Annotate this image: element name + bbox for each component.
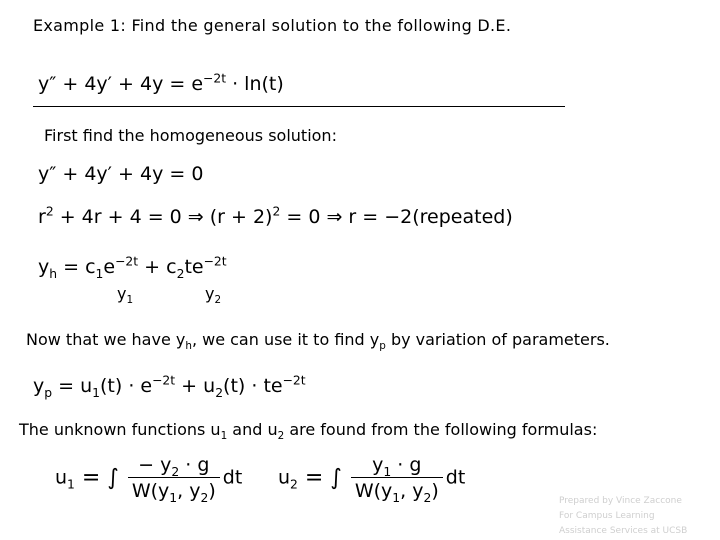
- de-exponent: −2t: [203, 71, 227, 86]
- c2-subscript: 2: [176, 266, 185, 281]
- y1-subscript: 1: [126, 294, 134, 307]
- char-exp-b: 2: [272, 204, 281, 219]
- u1-den-a: W(y: [131, 480, 170, 502]
- yh-plus-c: + c: [138, 256, 177, 278]
- u1-dt: dt: [222, 466, 243, 489]
- u1-denominator: [128, 478, 220, 505]
- u2-den-sub2: 2: [423, 490, 432, 505]
- u1-den-c: ): [208, 480, 216, 502]
- u1-den-sub1: 1: [169, 490, 178, 505]
- u2-den-a: W(y: [354, 480, 393, 502]
- u2-fraction: [351, 454, 443, 505]
- unknowns-sentence: [19, 420, 598, 443]
- char-exp-a: 2: [45, 204, 54, 219]
- u2-numerator: [351, 454, 443, 478]
- u2-num-subscript: 1: [383, 464, 392, 479]
- u2-den-c: ): [431, 480, 439, 502]
- var-text-1: Now that we have y: [26, 330, 186, 349]
- yh-symbol: y: [38, 256, 50, 278]
- char-part-b: + 4r + 4 = 0 ⇒ (r + 2): [53, 206, 273, 228]
- homogeneous-equation: y″ + 4y′ + 4y = 0: [38, 163, 204, 185]
- u1-lhs-subscript: 1: [67, 477, 75, 492]
- yp-exp-2: −2t: [282, 373, 306, 388]
- differential-equation: [38, 73, 284, 95]
- char-part-c: = 0 ⇒ r = −2(repeated): [280, 206, 513, 228]
- homogeneous-intro: First find the homogeneous solution:: [44, 126, 337, 145]
- credit-line: For Campus Learning: [559, 511, 655, 521]
- yp-exp-1: −2t: [152, 373, 176, 388]
- de-lhs: y″ + 4y′ + 4y = e: [38, 73, 204, 95]
- yp-term-2: (t) · te: [223, 375, 283, 397]
- divider-line: [33, 106, 565, 107]
- credit-line: Assistance Services at UCSB: [559, 526, 688, 536]
- yh-eq-c: = c: [57, 256, 96, 278]
- u1-fraction: [128, 454, 220, 505]
- u1-den-b: , y: [177, 480, 201, 502]
- y2-symbol: y: [205, 284, 215, 303]
- u2-dt: dt: [445, 466, 466, 489]
- unk-text-3: are found from the following formulas:: [284, 420, 598, 439]
- yh-e1-exponent: −2t: [115, 254, 139, 269]
- u1-num-part-a: − y: [138, 454, 172, 476]
- u2-formula: [278, 454, 466, 505]
- u2-symbol: u: [278, 466, 291, 489]
- unk-sub-2: 2: [277, 430, 285, 443]
- u2-subscript: 2: [215, 385, 224, 400]
- u2-den-sub1: 1: [392, 490, 401, 505]
- variation-sentence: [26, 330, 610, 353]
- yp-symbol: y: [33, 375, 45, 397]
- yh-e1: e: [103, 256, 116, 278]
- unk-text-1: The unknown functions u: [19, 420, 221, 439]
- y1-label: [117, 284, 134, 307]
- example-title: Example 1: Find the general solution to the following D.E.: [33, 16, 512, 35]
- u2-integral: = ∫: [297, 465, 342, 491]
- var-text-3: by variation of parameters.: [385, 330, 610, 349]
- yp-plus-u: + u: [175, 375, 216, 397]
- y2-subscript: 2: [214, 294, 222, 307]
- u2-lhs-subscript: 2: [290, 477, 298, 492]
- credit-line: Prepared by Vince Zaccone: [559, 496, 682, 506]
- var-text-2: , we can use it to find y: [191, 330, 380, 349]
- yp-eq-u: = u: [52, 375, 93, 397]
- c1-subscript: 1: [95, 266, 104, 281]
- u1-subscript: 1: [92, 385, 100, 400]
- u2-den-b: , y: [400, 480, 424, 502]
- yh-e2-exponent: −2t: [203, 254, 227, 269]
- y2-label: [205, 284, 222, 307]
- yh-te: te: [184, 256, 204, 278]
- char-part-a: r: [38, 206, 46, 228]
- particular-solution-form: [33, 373, 306, 400]
- credits: [559, 494, 719, 539]
- u1-numerator: [128, 454, 220, 478]
- u1-num-part-b: · g: [179, 454, 210, 476]
- yh-subscript: h: [49, 266, 58, 281]
- var-sub-h: h: [185, 340, 192, 353]
- de-tail: · ln(t): [226, 73, 284, 95]
- u1-formula: [55, 454, 243, 505]
- unk-text-2: and u: [227, 420, 278, 439]
- u2-num-part-a: y: [372, 454, 384, 476]
- characteristic-equation: [38, 206, 513, 228]
- u1-den-sub2: 2: [200, 490, 209, 505]
- u1-symbol: u: [55, 466, 68, 489]
- yp-term-1: (t) · e: [100, 375, 153, 397]
- u1-num-subscript: 2: [171, 464, 180, 479]
- y1-symbol: y: [117, 284, 127, 303]
- yp-subscript: p: [44, 385, 53, 400]
- unk-sub-1: 1: [220, 430, 228, 443]
- homogeneous-solution: [38, 254, 227, 281]
- u2-num-part-b: · g: [391, 454, 422, 476]
- var-sub-p: p: [379, 340, 386, 353]
- u1-integral: = ∫: [74, 465, 119, 491]
- u2-denominator: [351, 478, 443, 505]
